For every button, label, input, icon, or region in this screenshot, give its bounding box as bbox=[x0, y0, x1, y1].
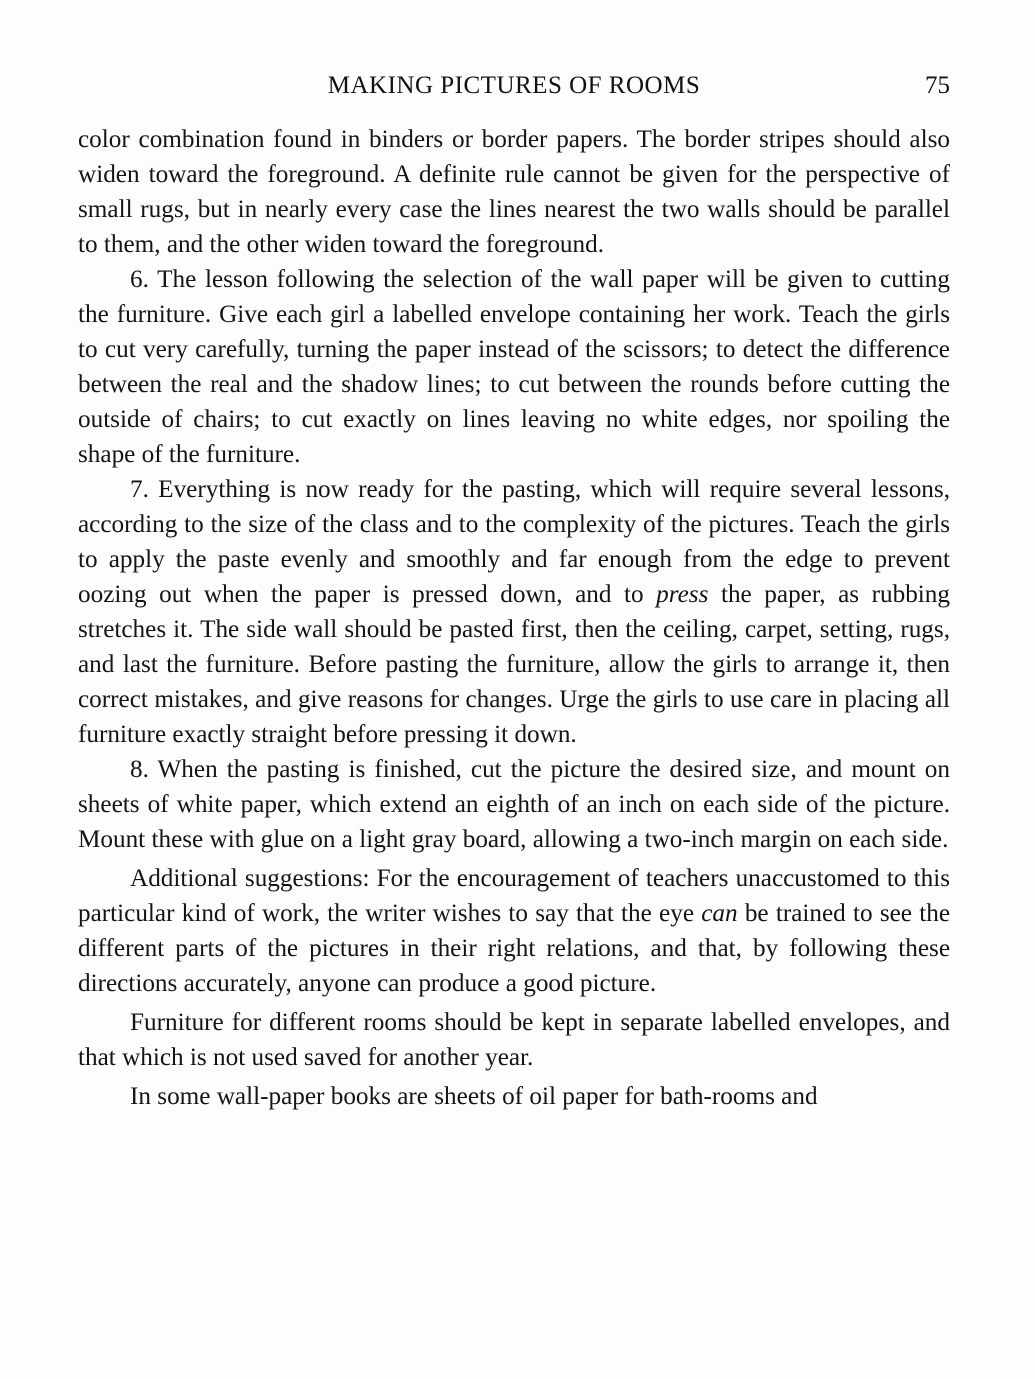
paragraph-additional-text-a: Additional suggestions: For the encouragement of teachers unaccustomed to this particular kind of work, the writer wishes to say that the eye bbox=[78, 865, 950, 927]
paragraph-step-7 bbox=[78, 472, 950, 752]
running-head bbox=[78, 72, 950, 106]
running-title: MAKING PICTURES OF ROOMS bbox=[327, 72, 701, 99]
paragraph-continuation: color combination found in binders or border papers. The border stripes should also widen toward the foreground. A definite rule cannot be given for the perspective of small rugs, but in nearly every case the lines nearest the two walls should be parallel to them, and the other widen toward the foreground. bbox=[78, 126, 950, 258]
paragraph-step-8: 8. When the pasting is finished, cut the picture the desired size, and mount on sheets of white paper, which extend an eighth of an inch on each side of the picture. Mount these with glue on a light gray board, allowing a two-inch margin on each side. bbox=[78, 756, 950, 853]
paragraph-step-7-text-b: the paper, as rubbing stretches it. The side wall should be pasted first, then the ceiling, carpet, setting, rugs, and last the furniture. Before pasting the furniture, allow the girls to arrange it, then correct mistakes, and give reasons for changes. Urge the girls to use care in placing all furniture exactly straight before pressing it down. bbox=[78, 581, 950, 748]
paragraph-oil-paper: In some wall-paper books are sheets of oil paper for bath-rooms and bbox=[130, 1083, 818, 1110]
page-number: 75 bbox=[925, 72, 950, 99]
emphasis-can: can bbox=[701, 900, 738, 927]
paragraph-additional-text-b: be trained to see the different parts of the pictures in their right relations, and that, by following these directions accurately, anyone can produce a good picture. bbox=[78, 900, 950, 997]
paragraph-step-7-text-a: 7. Everything is now ready for the pasting, which will require several lessons, according to the size of the class and to the complexity of the pictures. Teach the girls to apply the paste evenly and smoothly and far enough from the edge to prevent oozing out when the paper is pressed down, and to bbox=[78, 476, 950, 608]
emphasis-press: press bbox=[656, 581, 709, 608]
body-text bbox=[78, 122, 950, 1114]
paragraph-step-6: 6. The lesson following the selection of the wall paper will be given to cutting the furniture. Give each girl a labelled envelope containing her work. Teach the girls to cut very carefully, turning the paper instead of the scissors; to detect the difference between the real and the shadow lines; to cut between the rounds before cutting the outside of chairs; to cut exactly on lines leaving no white edges, nor spoiling the shape of the furniture. bbox=[78, 266, 950, 468]
paragraph-furniture-storage: Furniture for different rooms should be kept in separate labelled envelopes, and that which is not used saved for another year. bbox=[78, 1009, 950, 1071]
paragraph-additional-suggestions bbox=[78, 861, 950, 1001]
